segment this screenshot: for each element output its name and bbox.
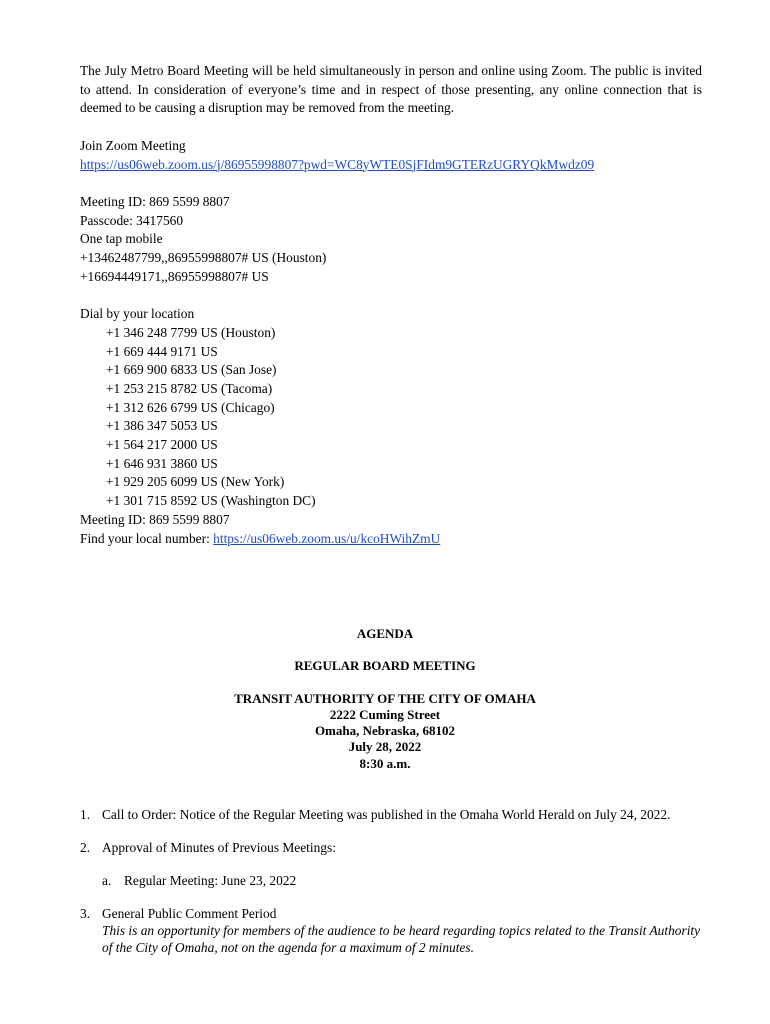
dial-number: +1 386 347 5053 US <box>106 418 218 434</box>
agenda-item <box>80 839 702 856</box>
agenda-item <box>80 905 702 922</box>
dial-number: +1 669 444 9171 US <box>106 343 218 359</box>
item-number: 2. <box>80 840 91 855</box>
dial-number: +1 669 900 6833 US (San Jose) <box>106 362 277 378</box>
dial-label: Dial by your location <box>80 306 195 322</box>
agenda-item <box>80 806 702 823</box>
one-tap-number: +13462487799,,86955998807# US (Houston) <box>80 250 327 265</box>
item-note: This is an opportunity for members of the audience to be heard regarding topics related to the Transit Authority of the City of Omaha, not on the agenda for a maximum of 2 minutes. <box>102 923 701 955</box>
street-address: 2222 Cuming Street <box>329 707 441 723</box>
dial-number: +1 346 248 7799 US (Houston) <box>106 324 276 340</box>
item-number: 3. <box>80 906 91 921</box>
one-tap-number: +16694449171,,86955998807# US <box>80 268 269 284</box>
dial-number: +1 646 931 3860 US <box>106 455 218 471</box>
item-number: 1. <box>80 807 91 822</box>
item-text: Call to Order: Notice of the Regular Meeting was published in the Omaha World Herald on July 24, 2022. <box>102 807 671 822</box>
dial-number: +1 929 205 6099 US (New York) <box>106 474 285 490</box>
join-zoom-link[interactable]: https://us06web.zoom.us/j/86955998807?pwd=WC8yWTE0SjFIdm9GTERzUGRYQkMwdz09 <box>80 156 595 172</box>
local-number-link[interactable]: https://us06web.zoom.us/u/kcoHWihZmU <box>213 530 441 546</box>
intro-paragraph: The July Metro Board Meeting will be held simultaneously in person and online using Zoom. The public is invited to attend. In consideration of everyone’s time and in respect of those presenting, any online connection that is deemed to be causing a disruption may be removed from the meeting. <box>80 63 702 116</box>
local-number-label: Find your local number: <box>80 530 214 546</box>
agenda-title: AGENDA <box>356 626 414 641</box>
one-tap-label: One tap mobile <box>80 231 163 247</box>
meeting-time: 8:30 a.m. <box>359 755 411 771</box>
subitem-letter: a. <box>102 873 112 888</box>
item-text: General Public Comment Period <box>102 906 277 921</box>
passcode: Passcode: 3417560 <box>80 212 184 228</box>
item-text: Approval of Minutes of Previous Meetings: <box>102 840 336 855</box>
dial-number: +1 253 215 8782 US (Tacoma) <box>106 380 273 396</box>
agenda-items <box>80 806 702 956</box>
city-address: Omaha, Nebraska, 68102 <box>314 723 456 739</box>
local-number-line <box>80 530 702 549</box>
meeting-id: Meeting ID: 869 5599 8807 <box>80 193 230 209</box>
zoom-info-section <box>80 62 702 548</box>
agenda-subitem <box>80 872 702 889</box>
agenda-header <box>0 626 770 772</box>
subitem-text: Regular Meeting: June 23, 2022 <box>124 873 297 888</box>
meeting-type: REGULAR BOARD MEETING <box>294 658 476 674</box>
join-zoom-label: Join Zoom Meeting <box>80 137 186 153</box>
dial-number: +1 312 626 6799 US (Chicago) <box>106 399 275 415</box>
dial-number: +1 564 217 2000 US <box>106 437 218 453</box>
dial-number: +1 301 715 8592 US (Washington DC) <box>106 493 316 509</box>
meeting-id-repeat: Meeting ID: 869 5599 8807 <box>80 511 230 527</box>
organization-name: TRANSIT AUTHORITY OF THE CITY OF OMAHA <box>234 690 536 706</box>
meeting-date: July 28, 2022 <box>348 739 422 755</box>
